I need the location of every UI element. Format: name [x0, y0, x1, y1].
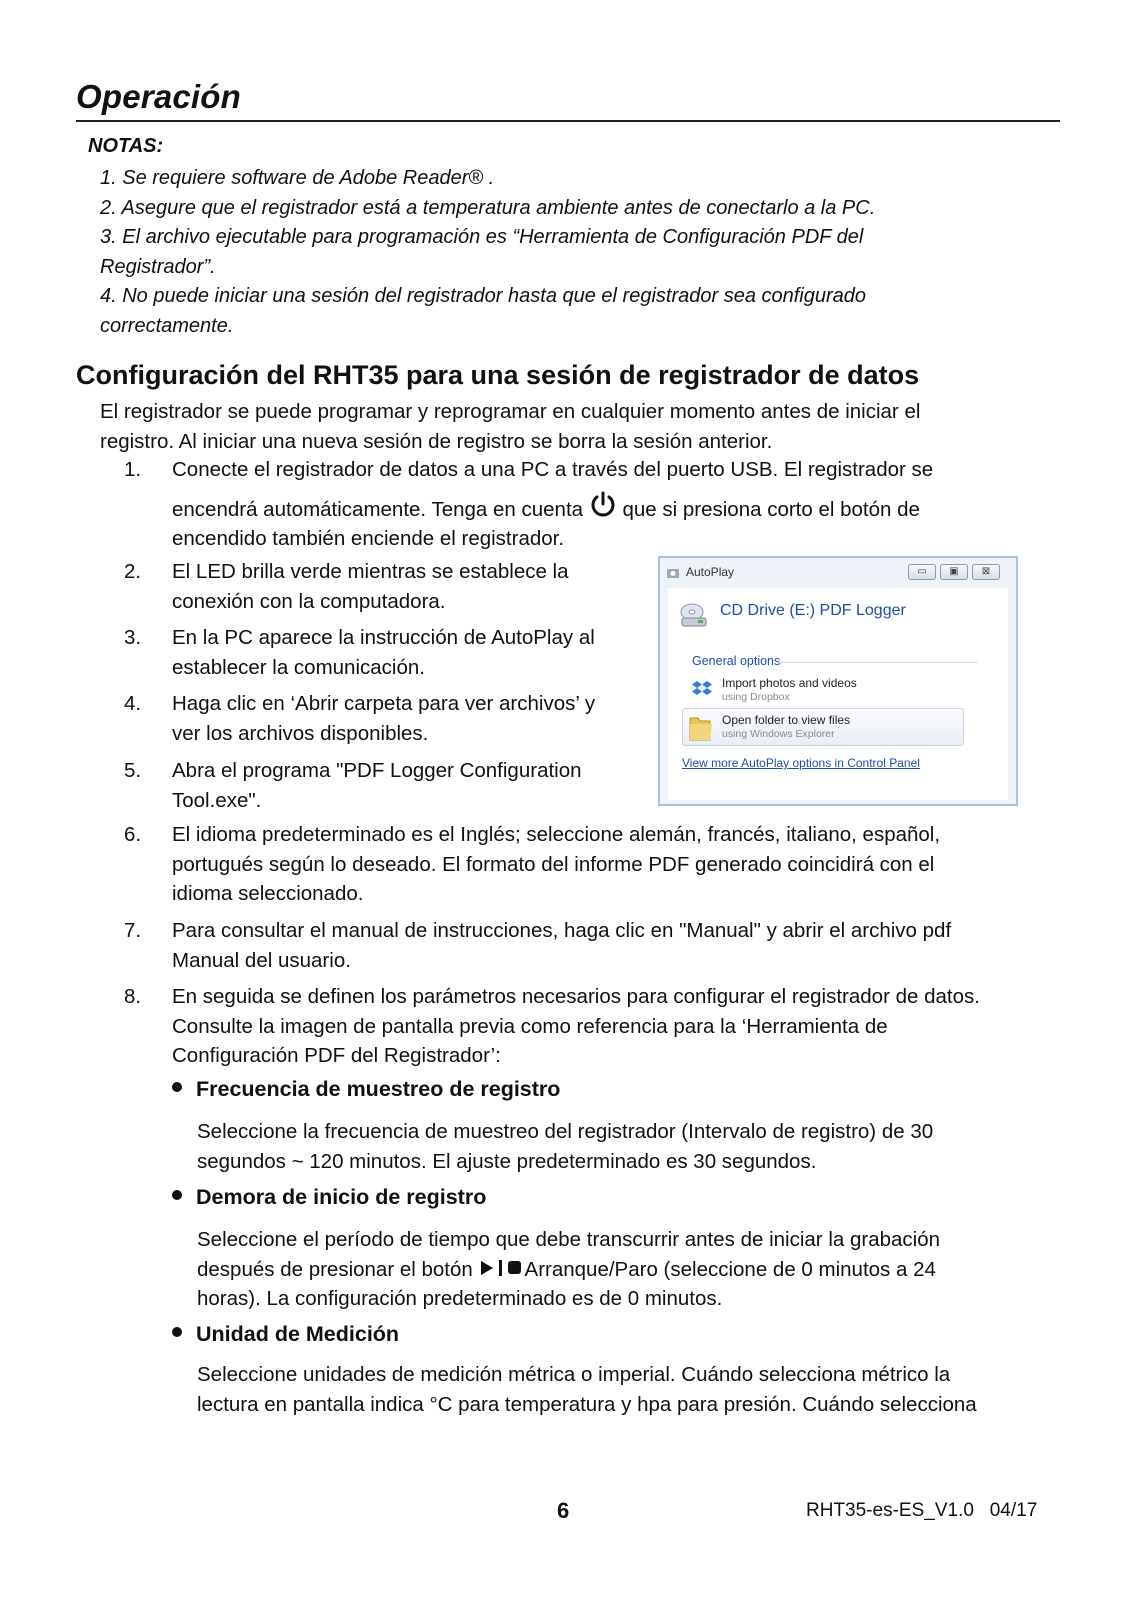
step-3	[124, 623, 644, 683]
step-line: ver los archivos disponibles.	[172, 721, 429, 745]
para-line: Seleccione unidades de medición métrica o imperial. Cuándo selecciona métrico la	[197, 1363, 951, 1386]
general-options-label: General options	[692, 654, 781, 668]
config-heading: Configuración del RHT35 para una sesión de registrador de datos	[76, 360, 920, 390]
para-line	[197, 1255, 1047, 1285]
step-line	[172, 490, 933, 525]
step-line: Para consultar el manual de instrucciones, haga clic en "Manual" y abrir el archivo pdf	[172, 919, 952, 942]
bullet-title: Demora de inicio de registro	[196, 1185, 487, 1209]
step-line: El LED brilla verde mientras se establece la	[172, 560, 569, 583]
note-line: 4. No puede iniciar una sesión del registrador hasta que el registrador sea configurado	[100, 285, 867, 307]
autoplay-body	[668, 588, 1008, 800]
para-line: horas). La configuración predeterminado es de 0 minutos.	[197, 1287, 723, 1310]
folder-icon	[688, 712, 714, 742]
step-text	[172, 623, 595, 682]
step-line: establecer la comunicación.	[172, 655, 425, 679]
step-number: 8.	[124, 985, 142, 1008]
title-rule	[76, 120, 1060, 122]
units-text	[197, 1360, 1047, 1419]
step-1	[124, 455, 1054, 550]
note-line: Registrador”.	[100, 255, 216, 278]
page-number: 6	[557, 1498, 570, 1523]
minimize-button[interactable]: ▭	[908, 564, 936, 580]
para-line-part: después de presionar el botón	[197, 1257, 473, 1281]
bullet-title: Unidad de Medición	[196, 1322, 400, 1346]
step-line: Tool.exe".	[172, 788, 262, 812]
intro-paragraph	[100, 397, 1050, 457]
control-panel-link[interactable]: View more AutoPlay options in Control Panel	[682, 756, 920, 770]
bullet-dot	[172, 1327, 182, 1337]
close-button[interactable]: ⊠	[972, 564, 1000, 580]
step-number: 1.	[124, 458, 142, 481]
step-number: 3.	[124, 626, 142, 649]
step-line: El idioma predeterminado es el Inglés; seleccione alemán, francés, italiano, español,	[172, 823, 941, 846]
step-7	[124, 916, 1054, 976]
step-line: conexión con la computadora.	[172, 589, 446, 613]
import-photos-option[interactable]: Import photos and videos	[722, 676, 857, 690]
step-8	[124, 982, 1054, 1072]
para-line-part: Arranque/Paro (seleccione de 0 minutos a 24	[524, 1257, 936, 1281]
cd-drive-icon	[678, 598, 712, 632]
step-5	[124, 756, 644, 816]
document-code: RHT35-es-ES_V1.0 04/17	[806, 1500, 1038, 1521]
bullet-start-delay	[172, 1185, 486, 1210]
para-line: lectura en pantalla indica °C para temperatura y hpa para presión. Cuándo selecciona	[197, 1392, 977, 1416]
open-folder-subtitle: using Windows Explorer	[722, 728, 835, 740]
bullet-title: Frecuencia de muestreo de registro	[196, 1077, 561, 1101]
step-line: encendido también enciende el registrador.	[172, 527, 565, 550]
dropbox-icon	[692, 680, 712, 698]
maximize-button[interactable]: ▣	[940, 564, 968, 580]
para-line: Seleccione el período de tiempo que debe transcurrir antes de iniciar la grabación	[197, 1228, 941, 1251]
step-text	[172, 916, 951, 975]
step-line: En seguida se definen los parámetros necesarios para configurar el registrador de datos.	[172, 985, 980, 1008]
step-line: Configuración PDF del Registrador’:	[172, 1044, 501, 1067]
note-line: correctamente.	[100, 314, 234, 337]
step-number: 4.	[124, 692, 142, 715]
step-line: En la PC aparece la instrucción de AutoPlay al	[172, 626, 595, 649]
step-text	[172, 982, 980, 1071]
step-line: idioma seleccionado.	[172, 882, 364, 905]
step-2	[124, 557, 644, 617]
step-text	[172, 557, 569, 616]
autoplay-window	[658, 556, 1018, 806]
section-title: Operación	[76, 78, 242, 115]
bullet-dot	[172, 1190, 182, 1200]
autoplay-icon	[666, 566, 680, 580]
step-6	[124, 820, 1054, 910]
bullet-units	[172, 1322, 399, 1347]
step-line: Abra el programa "PDF Logger Configuration	[172, 759, 582, 782]
step-line: Manual del usuario.	[172, 948, 351, 972]
para-line: segundos ~ 120 minutos. El ajuste predeterminado es 30 segundos.	[197, 1149, 817, 1173]
step-text	[172, 455, 933, 554]
step-4	[124, 689, 644, 749]
open-folder-title[interactable]: Open folder to view files	[722, 713, 851, 727]
bullet-sampling-rate	[172, 1077, 560, 1102]
step-line: Conecte el registrador de datos a una PC a través del puerto USB. El registrador se	[172, 458, 934, 481]
step-text	[172, 820, 940, 909]
bullet-dot	[172, 1082, 182, 1092]
step-number: 5.	[124, 759, 142, 782]
import-photos-subtitle: using Dropbox	[722, 691, 790, 703]
step-line: portugués según lo deseado. El formato del informe PDF generado coincidirá con el	[172, 852, 935, 876]
power-icon	[589, 490, 617, 520]
options-separator	[778, 662, 978, 663]
step-line: Haga clic en ‘Abrir carpeta para ver archivos’ y	[172, 692, 596, 715]
notes-label: NOTAS:	[88, 135, 164, 157]
sampling-rate-text	[197, 1117, 1047, 1176]
start-delay-text	[197, 1225, 1047, 1314]
step-text	[172, 756, 582, 815]
note-line: 1. Se requiere software de Adobe Reader® .	[100, 167, 495, 189]
play-stop-icon	[479, 1258, 525, 1278]
drive-label: CD Drive (E:) PDF Logger	[720, 602, 906, 619]
intro-line: registro. Al iniciar una nueva sesión de registro se borra la sesión anterior.	[100, 430, 773, 453]
intro-line: El registrador se puede programar y reprogramar en cualquier momento antes de iniciar el	[100, 400, 921, 423]
note-line: 3. El archivo ejecutable para programación es “Herramienta de Configuración PDF del	[100, 226, 864, 248]
step-line-part: encendrá automáticamente. Tenga en cuenta	[172, 497, 584, 521]
step-line: Consulte la imagen de pantalla previa como referencia para la ‘Herramienta de	[172, 1014, 888, 1038]
notes-list	[100, 164, 1030, 341]
note-line: 2. Asegure que el registrador está a temperatura ambiente antes de conectarlo a la PC.	[100, 196, 876, 219]
autoplay-titlebar	[660, 558, 1016, 588]
step-line-part: que si presiona corto el botón de	[622, 497, 920, 521]
step-number: 7.	[124, 919, 142, 942]
step-text	[172, 689, 595, 748]
autoplay-title: AutoPlay	[686, 565, 735, 579]
step-number: 6.	[124, 823, 142, 846]
para-line: Seleccione la frecuencia de muestreo del registrador (Intervalo de registro) de 30	[197, 1120, 934, 1143]
step-number: 2.	[124, 560, 142, 583]
